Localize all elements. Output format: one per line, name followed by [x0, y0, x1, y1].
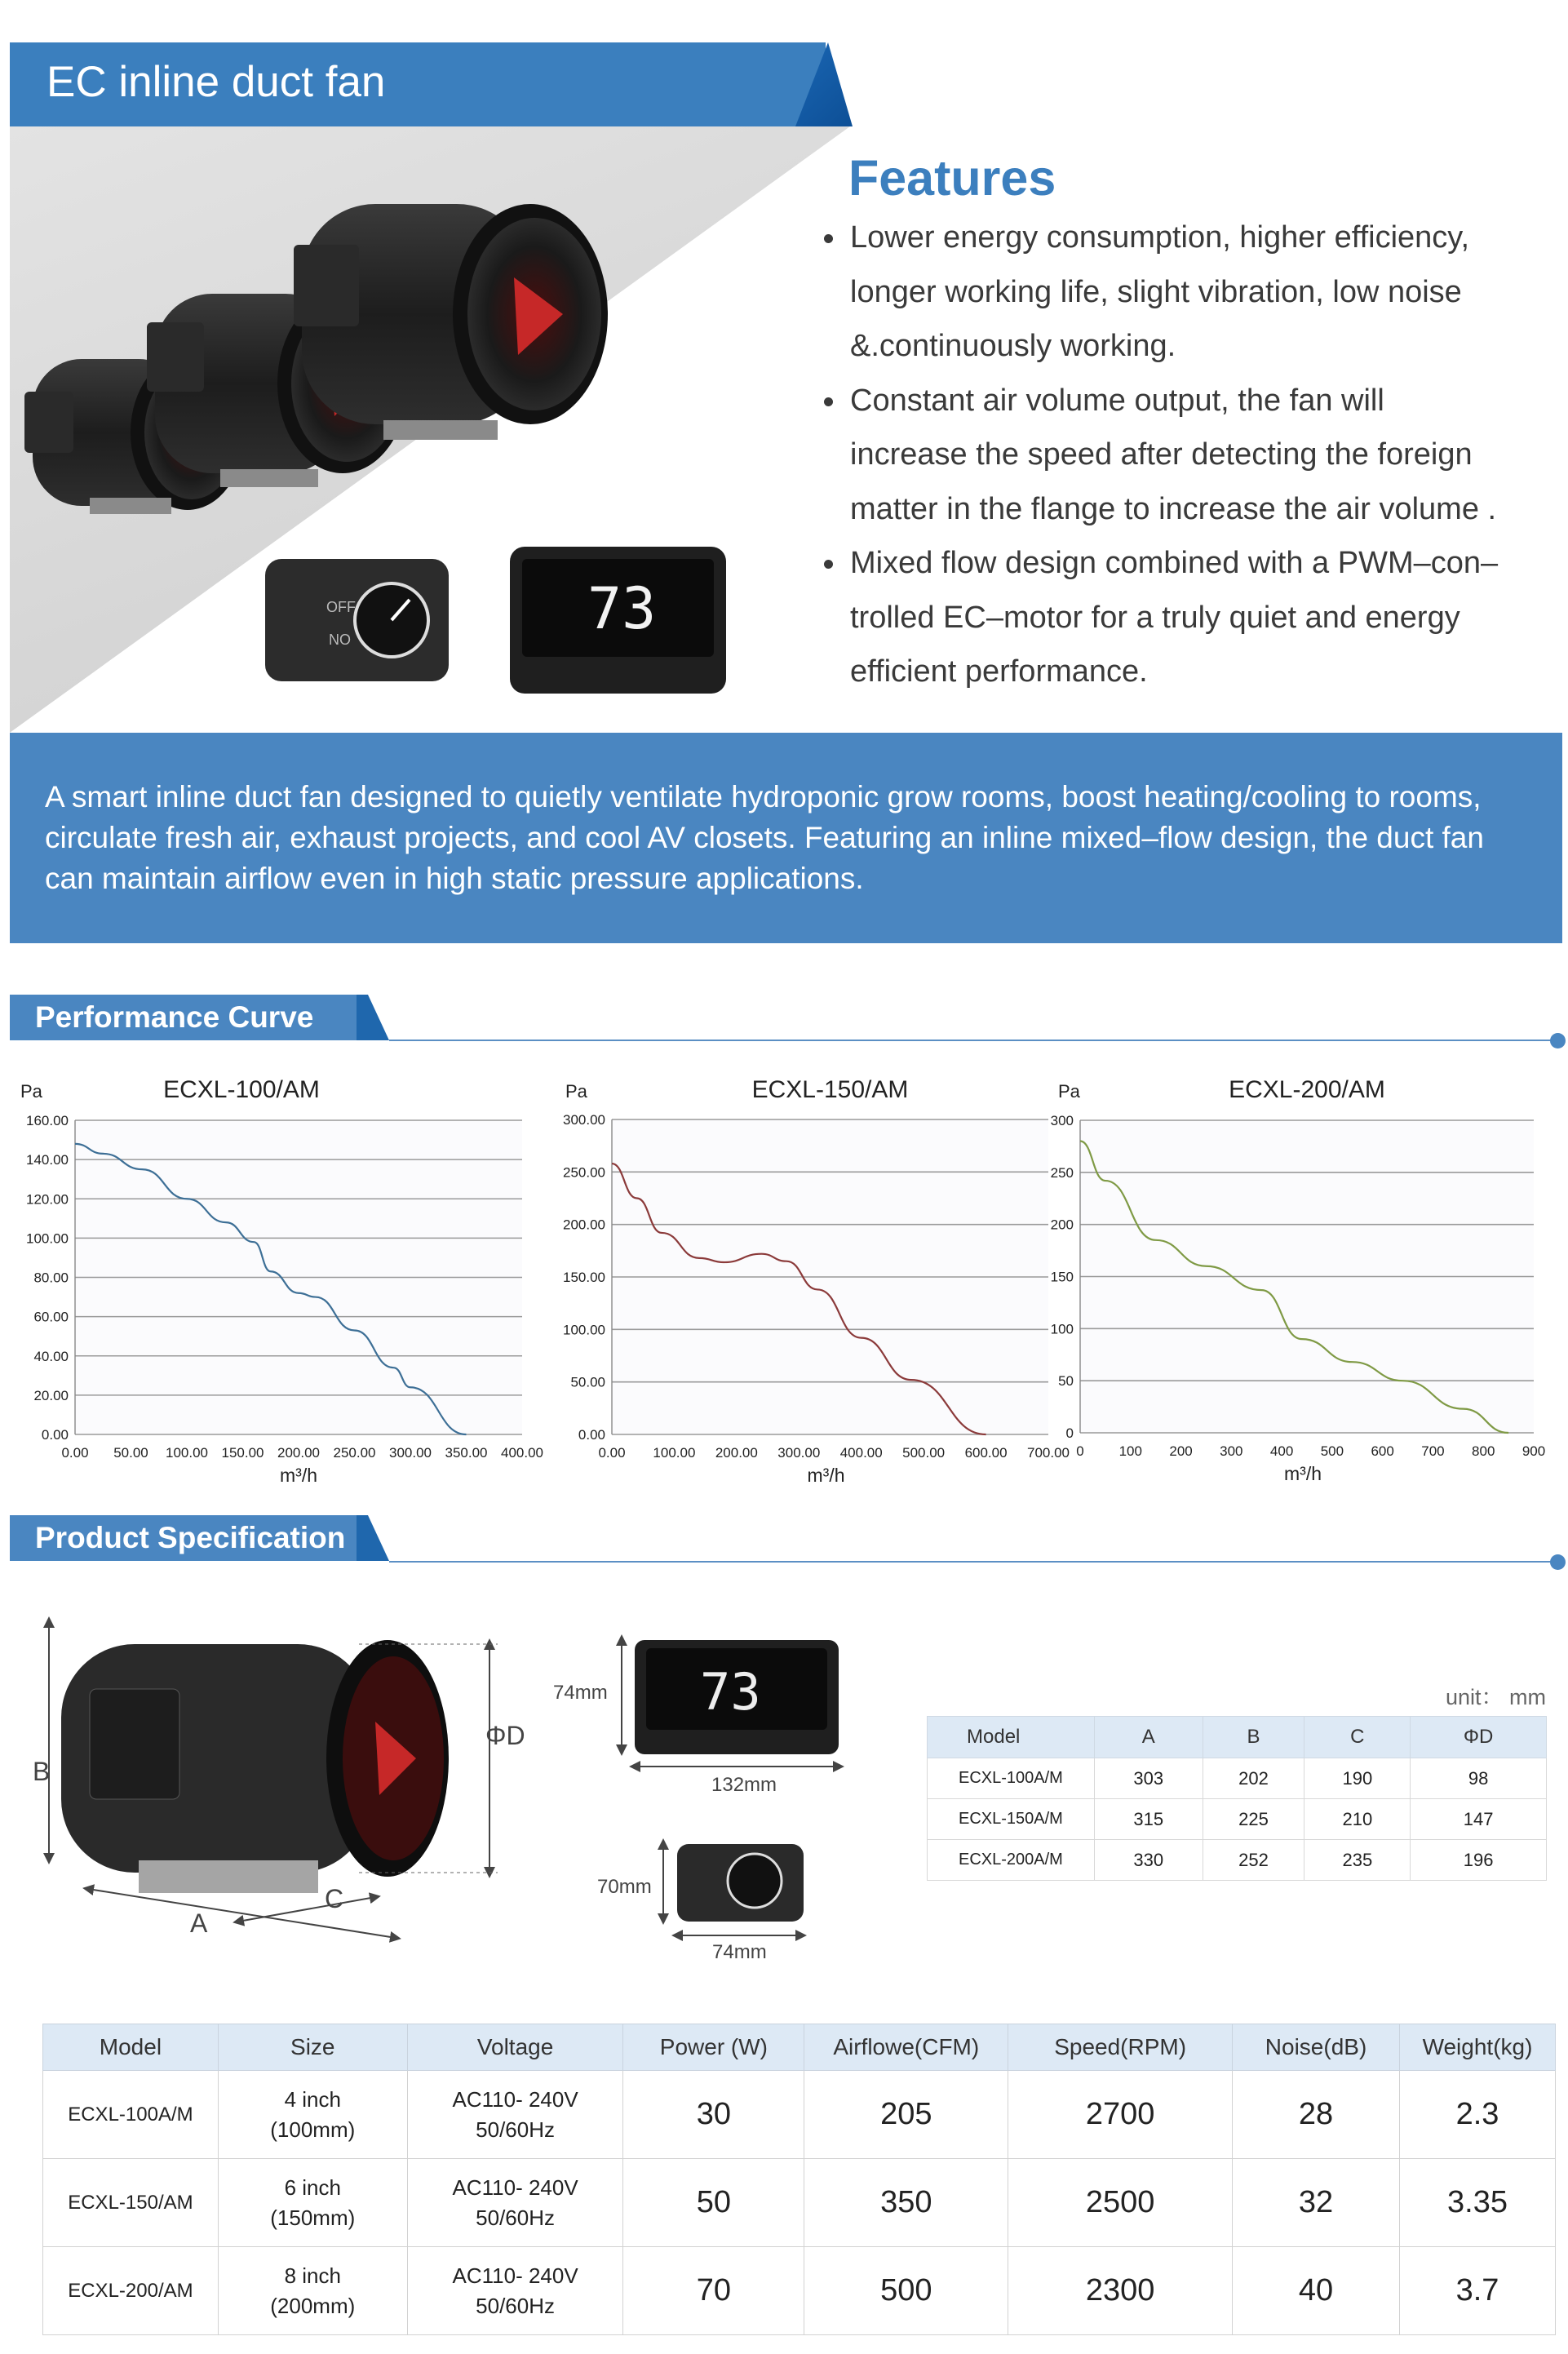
specification-table — [42, 2024, 1556, 2335]
y-tick-label: 160.00 — [26, 1113, 69, 1128]
y-tick-label: 100.00 — [563, 1322, 605, 1338]
column-header: Speed(RPM) — [1008, 2024, 1233, 2071]
features-list — [824, 211, 1542, 699]
column-header: Model — [928, 1717, 1095, 1758]
chart-title: ECXL-150/AM — [751, 1076, 909, 1103]
y-axis-unit: Pa — [1058, 1081, 1080, 1102]
label-b: B — [33, 1757, 51, 1786]
y-tick-label: 300 — [1050, 1113, 1074, 1128]
x-axis-unit: m³/h — [1284, 1463, 1322, 1484]
y-tick-label: 200 — [1050, 1217, 1074, 1233]
column-header: Noise(dB) — [1233, 2024, 1400, 2071]
table-row: ECXL-100A/M 303 202 190 98 — [928, 1758, 1547, 1799]
x-tick-label: 200 — [1169, 1443, 1193, 1459]
y-tick-label: 200.00 — [563, 1217, 605, 1233]
column-header: B — [1203, 1717, 1304, 1758]
table-header-row — [928, 1717, 1547, 1758]
section-divider — [389, 1561, 1556, 1563]
column-header: Weight(kg) — [1399, 2024, 1555, 2071]
y-tick-label: 100.00 — [26, 1230, 69, 1247]
x-tick-label: 500.00 — [902, 1445, 946, 1461]
column-header: Model — [43, 2024, 219, 2071]
x-tick-label: 600.00 — [964, 1445, 1008, 1461]
y-tick-label: 60.00 — [33, 1309, 69, 1325]
y-axis-unit: Pa — [565, 1081, 587, 1102]
specification-title: Product Specification — [35, 1521, 346, 1554]
section-dot — [1550, 1033, 1566, 1048]
display-dimension-drawing — [553, 1640, 839, 1796]
dimension-table — [927, 1716, 1547, 1881]
section-dot — [1550, 1554, 1566, 1570]
label-a: A — [190, 1908, 208, 1938]
x-tick-label: 0.00 — [598, 1445, 626, 1461]
dimension-drawing — [16, 1599, 897, 1975]
knob-on-label: NO — [329, 632, 351, 648]
y-tick-label: 50.00 — [570, 1374, 605, 1390]
y-axis-unit: Pa — [20, 1081, 42, 1102]
table-row: ECXL-100A/M 4 inch (100mm) AC110- 240V 50/60Hz 30 205 2700 28 2.3 — [43, 2071, 1556, 2159]
page-title: EC inline duct fan — [47, 58, 386, 106]
x-tick-label: 100 — [1118, 1443, 1142, 1459]
y-tick-label: 120.00 — [26, 1191, 69, 1208]
display-width-label: 132mm — [711, 1774, 777, 1796]
y-tick-label: 20.00 — [33, 1387, 69, 1403]
knob-off-label: OFF — [326, 599, 356, 615]
y-tick-label: 250 — [1050, 1164, 1074, 1181]
x-tick-label: 700 — [1421, 1443, 1445, 1459]
knob-dimension-drawing — [597, 1844, 804, 1963]
section-tab-accent — [357, 995, 389, 1040]
y-tick-label: 50 — [1058, 1373, 1074, 1390]
display-reading: 73 — [700, 1662, 761, 1722]
fan-dimension-drawing — [33, 1622, 525, 1938]
y-tick-label: 80.00 — [33, 1270, 69, 1286]
chart-ecxl-200 — [1052, 1061, 1566, 1501]
x-tick-label: 0 — [1076, 1443, 1084, 1459]
table-row: ECXL-150A/M 315 225 210 147 — [928, 1799, 1547, 1840]
x-tick-label: 150.00 — [221, 1445, 264, 1461]
y-tick-label: 150.00 — [563, 1270, 605, 1285]
x-tick-label: 250.00 — [333, 1445, 376, 1461]
x-tick-label: 600 — [1371, 1443, 1394, 1459]
display-height-label: 74mm — [553, 1682, 608, 1704]
x-tick-label: 300 — [1220, 1443, 1243, 1459]
column-header: Size — [218, 2024, 407, 2071]
feature-item: Constant air volume output, the fan will increase the speed after detecting the foreign matter in the flange to increase the air volume . — [824, 374, 1542, 537]
x-tick-label: 900 — [1521, 1443, 1546, 1459]
column-header: C — [1304, 1717, 1411, 1758]
chart-title: ECXL-100/AM — [163, 1076, 320, 1103]
chart-ecxl-100 — [0, 1061, 543, 1501]
performance-title: Performance Curve — [35, 1000, 314, 1034]
controller-display: 73 — [587, 575, 657, 642]
x-tick-label: 350.00 — [445, 1445, 488, 1461]
x-tick-label: 800 — [1472, 1443, 1495, 1459]
column-header: Airflowe(CFM) — [804, 2024, 1008, 2071]
knob-controller — [265, 559, 449, 681]
y-tick-label: 250.00 — [563, 1164, 605, 1181]
y-tick-label: 0.00 — [41, 1427, 69, 1443]
table-row: ECXL-200/AM 8 inch (200mm) AC110- 240V 50/60Hz 70 500 2300 40 3.7 — [43, 2247, 1556, 2335]
x-tick-label: 200.00 — [277, 1445, 320, 1461]
performance-section-header — [10, 995, 1568, 1040]
x-tick-label: 300.00 — [389, 1445, 432, 1461]
x-tick-label: 50.00 — [113, 1445, 148, 1461]
unit-note: unit： mm — [1446, 1685, 1547, 1709]
column-header: Voltage — [407, 2024, 623, 2071]
table-row: ECXL-200A/M 330 252 235 196 — [928, 1840, 1547, 1881]
y-tick-label: 150 — [1050, 1269, 1074, 1285]
fan-large — [294, 204, 608, 440]
x-tick-label: 700.00 — [1027, 1445, 1070, 1461]
specification-section-header — [10, 1515, 1568, 1561]
x-tick-label: 300.00 — [777, 1445, 821, 1461]
x-tick-label: 400.00 — [501, 1445, 543, 1461]
column-header: ΦD — [1411, 1717, 1547, 1758]
x-tick-label: 400 — [1269, 1443, 1294, 1459]
y-tick-label: 300.00 — [563, 1112, 605, 1128]
y-tick-label: 0 — [1065, 1425, 1074, 1441]
x-tick-label: 0.00 — [61, 1445, 89, 1461]
x-axis-unit: m³/h — [807, 1465, 845, 1486]
column-header: Power (W) — [623, 2024, 804, 2071]
chart-title: ECXL-200/AM — [1229, 1076, 1385, 1103]
table-header-row — [43, 2024, 1556, 2071]
product-description: A smart inline duct fan designed to quietly ventilate hydroponic grow rooms, boost heating/cooling to rooms, circulate fresh air, exhaust projects, and cool AV closets. Featuring an inline mixed–flow design, the duct fan can maintain airflow even in high static pressure applications. — [45, 780, 1484, 895]
label-d: ΦD — [485, 1721, 525, 1750]
knob-width-label: 74mm — [712, 1941, 767, 1963]
y-tick-label: 0.00 — [578, 1427, 605, 1443]
digital-controller — [510, 547, 726, 694]
features-heading: Features — [848, 150, 1056, 206]
x-tick-label: 100.00 — [653, 1445, 696, 1461]
y-tick-label: 140.00 — [26, 1152, 69, 1168]
x-tick-label: 200.00 — [715, 1445, 758, 1461]
x-tick-label: 400.00 — [839, 1445, 883, 1461]
y-tick-label: 40.00 — [33, 1348, 69, 1364]
section-divider — [389, 1040, 1556, 1041]
x-tick-label: 100.00 — [166, 1445, 208, 1461]
x-tick-label: 500 — [1320, 1443, 1344, 1459]
feature-item: Lower energy consumption, higher efficiency, longer working life, slight vibration, low noise &.continuously working. — [824, 211, 1542, 374]
chart-ecxl-150 — [534, 1061, 1070, 1501]
feature-item: Mixed flow design combined with a PWM–con– trolled EC–motor for a truly quiet and energy efficient performance. — [824, 536, 1542, 699]
x-axis-unit: m³/h — [280, 1465, 317, 1486]
table-row: ECXL-150/AM 6 inch (150mm) AC110- 240V 50/60Hz 50 350 2500 32 3.35 — [43, 2159, 1556, 2247]
label-c: C — [325, 1884, 344, 1913]
column-header: A — [1094, 1717, 1203, 1758]
product-photo-fans — [33, 188, 816, 710]
section-tab-accent — [357, 1515, 389, 1561]
y-tick-label: 100 — [1050, 1321, 1074, 1337]
knob-height-label: 70mm — [597, 1876, 652, 1898]
